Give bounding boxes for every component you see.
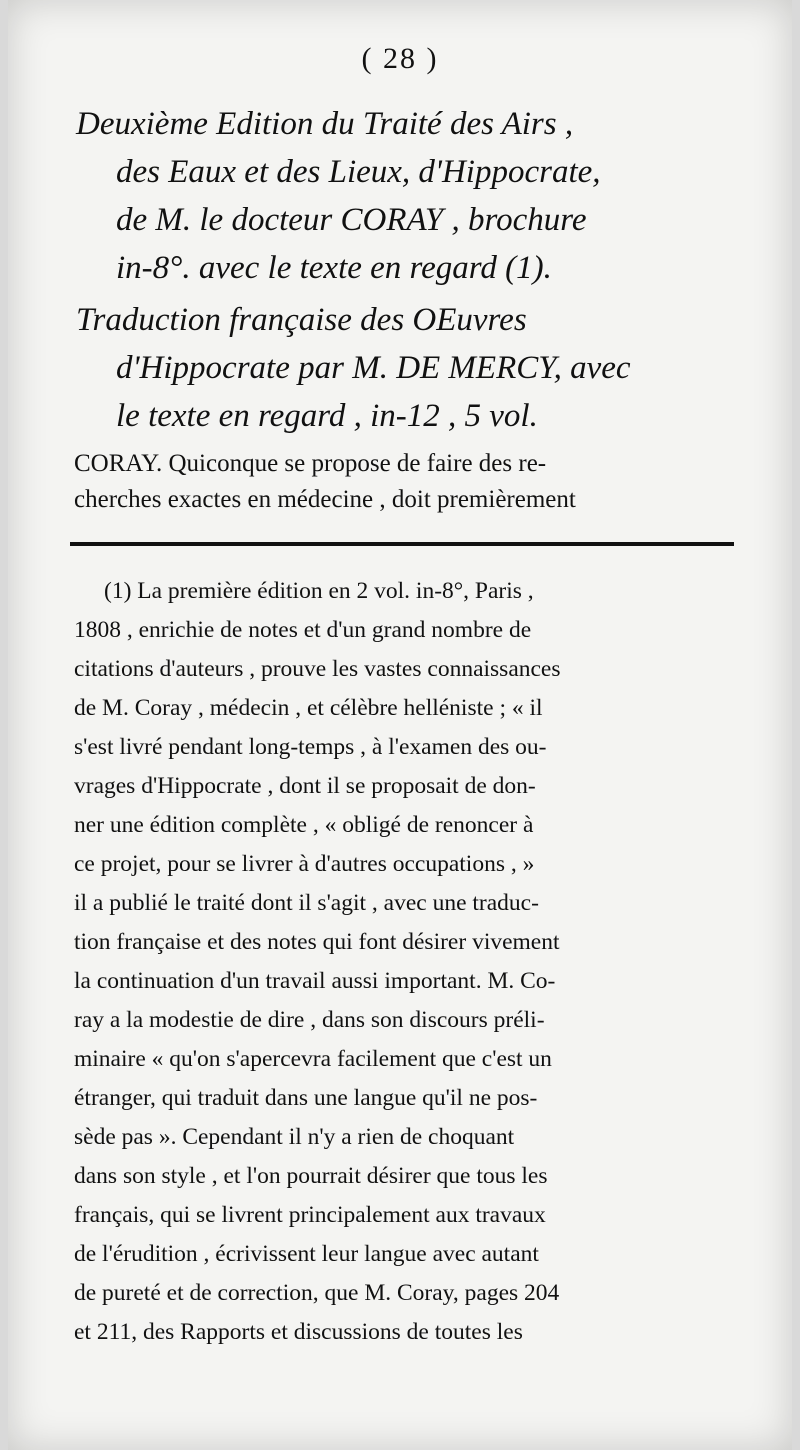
footnote-rule: [70, 542, 734, 546]
footnote-line: tion française et des notes qui font désirer vivement: [74, 929, 560, 955]
footnote-line: de l'érudition , écrivissent leur langue avec autant: [74, 1241, 539, 1267]
footnote-line: vrages d'Hippocrate , dont il se proposait de don-: [74, 773, 536, 799]
footnote-line: il a publié le traité dont il s'agit , avec une traduc-: [74, 890, 539, 916]
footnote-line: la continuation d'un travail aussi important. M. Co-: [74, 968, 556, 994]
footnote-line: étranger, qui traduit dans une langue qu'il ne pos-: [74, 1085, 538, 1111]
main-text: [74, 446, 744, 518]
entry-line: le texte en regard , in-12 , 5 vol.: [116, 398, 538, 434]
entry-line: d'Hippocrate par M. DE MERCY, avec: [116, 350, 631, 386]
footnote-line: de pureté et de correction, que M. Coray, pages 204: [74, 1280, 560, 1306]
footnote-line: 1808 , enrichie de notes et d'un grand nombre de: [74, 617, 532, 643]
entry-line: Traduction française des OEuvres: [76, 302, 527, 338]
bibliography-entry-traduction: [76, 296, 746, 440]
entry-line: in-8°. avec le texte en regard (1).: [116, 250, 552, 286]
bibliography-entry-traite: [76, 100, 746, 292]
footnote-line: de M. Coray , médecin , et célèbre helléniste ; « il: [74, 695, 543, 721]
footnote-line: citations d'auteurs , prouve les vastes connaissances: [74, 656, 561, 682]
book-page: [8, 0, 792, 1450]
footnote-line: ce projet, pour se livrer à d'autres occupations , »: [74, 851, 535, 877]
footnote-line: s'est livré pendant long-temps , à l'examen des ou-: [74, 734, 547, 760]
footnote-line: minaire « qu'on s'apercevra facilement que c'est un: [74, 1046, 552, 1072]
text-line: cherches exactes en médecine , doit premièrement: [74, 486, 576, 513]
footnote-line: dans son style , et l'on pourrait désirer que tous les: [74, 1163, 548, 1189]
text-line: CORAY. Quiconque se propose de faire des re-: [74, 450, 547, 477]
entry-line: de M. le docteur CORAY , brochure: [116, 202, 587, 238]
footnote-line: sède pas ». Cependant il n'y a rien de choquant: [74, 1124, 515, 1150]
page-number: ( 28 ): [361, 42, 439, 75]
footnote-line: ner une édition complète , « obligé de renoncer à: [74, 812, 534, 838]
entry-line: Deuxième Edition du Traité des Airs ,: [76, 106, 574, 142]
footnote-line: ray a la modestie de dire , dans son discours préli-: [74, 1007, 545, 1033]
entry-line: des Eaux et des Lieux, d'Hippocrate,: [116, 154, 601, 190]
footnote: [74, 572, 746, 1352]
footnote-line: (1) La première édition en 2 vol. in-8°, Paris ,: [104, 578, 534, 604]
footnote-line: et 211, des Rapports et discussions de toutes les: [74, 1319, 523, 1345]
footnote-line: français, qui se livrent principalement aux travaux: [74, 1202, 546, 1228]
